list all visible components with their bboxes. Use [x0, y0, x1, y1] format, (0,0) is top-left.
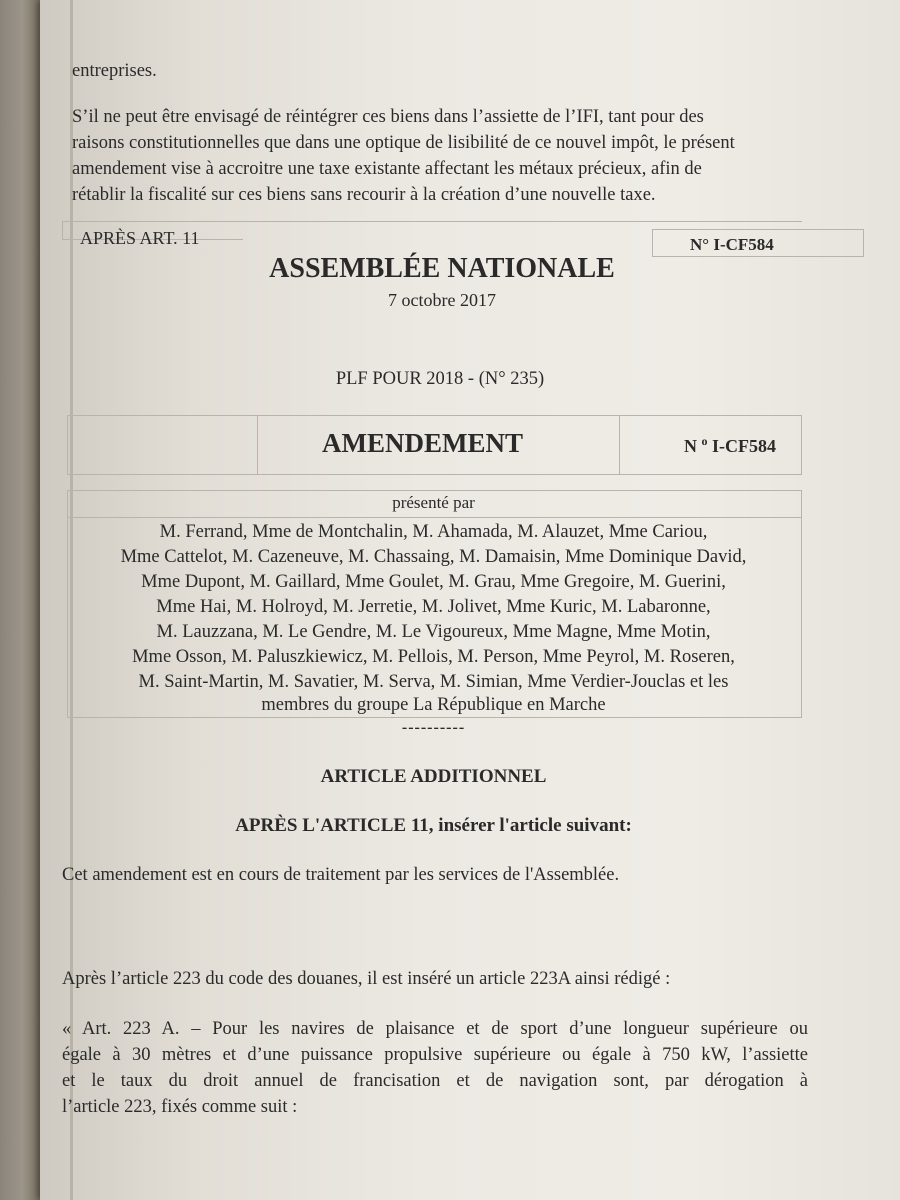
amendement-title: AMENDEMENT [322, 428, 523, 458]
date-line [0, 290, 900, 311]
quote-line: égale à 30 mètres et d’une puissance propulsive supérieure ou égale à 750 kW, l’assiette [62, 1045, 808, 1065]
author-line: M. Ferrand, Mme de Montchalin, M. Ahamada, M. Alauzet, Mme Cariou, [159, 522, 708, 542]
header-number: N° I-CF584 [690, 235, 774, 254]
quote-line: et le taux du droit annuel de francisation et de navigation sont, par dérogation à [62, 1071, 808, 1091]
author-line: M. Saint-Martin, M. Savatier, M. Serva, M. Simian, Mme Verdier-Jouclas et les [138, 672, 729, 692]
separator: ---------- [401, 719, 466, 736]
quote-line: « Art. 223 A. – Pour les navires de plaisance et de sport d’une longueur supérieure ou [62, 1019, 808, 1039]
intro-para-line: rétablir la fiscalité sur ces biens sans recourir à la création d’une nouvelle taxe. [72, 185, 656, 205]
quote-line: l’article 223, fixés comme suit : [62, 1097, 298, 1117]
amendement-divider [619, 416, 620, 474]
author-line: M. Lauzzana, M. Le Gendre, M. Le Vigoureux, Mme Magne, Mme Motin, [156, 622, 711, 642]
background-surface [0, 0, 40, 1200]
author-line: Mme Cattelot, M. Cazeneuve, M. Chassaing, M. Damaisin, Mme Dominique David, [120, 547, 747, 567]
intro-para-line: raisons constitutionnelles que dans une optique de lisibilité de ce nouvel impôt, le présent [72, 133, 735, 153]
author-line: Mme Osson, M. Paluszkiewicz, M. Pellois, M. Person, Mme Peyrol, M. Roseren, [132, 647, 735, 667]
presente-label: présenté par [392, 493, 475, 512]
amendement-number-sup: o [701, 434, 708, 448]
article-intro: Après l’article 223 du code des douanes, il est inséré un article 223A ainsi rédigé : [62, 969, 671, 989]
article-subheading: APRÈS L'ARTICLE 11, insérer l'article suivant: [235, 815, 632, 836]
header-rule [242, 221, 802, 222]
plf-text: PLF POUR 2018 - (N° 235) [335, 369, 545, 389]
plf-line [0, 369, 900, 390]
intro-para-line: amendement vise à accroitre une taxe existante affectant les métaux précieux, afin de [72, 159, 702, 179]
author-line: membres du groupe La République en Marche [261, 695, 606, 715]
article-heading: ARTICLE ADDITIONNEL [320, 766, 547, 787]
intro-line: entreprises. [72, 61, 157, 81]
presente-rule [68, 517, 801, 518]
assembly-title-text: ASSEMBLÉE NATIONALE [269, 253, 615, 284]
amendement-divider [257, 416, 258, 474]
status-text: Cet amendement est en cours de traitement par les services de l'Assemblée. [62, 865, 620, 885]
amendement-number [684, 434, 776, 457]
assembly-title [0, 253, 900, 285]
amendement-number-value: I-CF584 [712, 436, 776, 456]
author-line: Mme Dupont, M. Gaillard, Mme Goulet, M. Grau, Mme Gregoire, M. Guerini, [141, 572, 726, 592]
apres-art-label: APRÈS ART. 11 [80, 228, 200, 248]
amendement-number-prefix: N [684, 436, 697, 456]
date-text: 7 octobre 2017 [388, 290, 496, 310]
intro-para-line: S’il ne peut être envisagé de réintégrer ces biens dans l’assiette de l’IFI, tant pour des [72, 107, 704, 127]
author-line: Mme Hai, M. Holroyd, M. Jerretie, M. Jolivet, Mme Kuric, M. Labaronne, [156, 597, 711, 617]
